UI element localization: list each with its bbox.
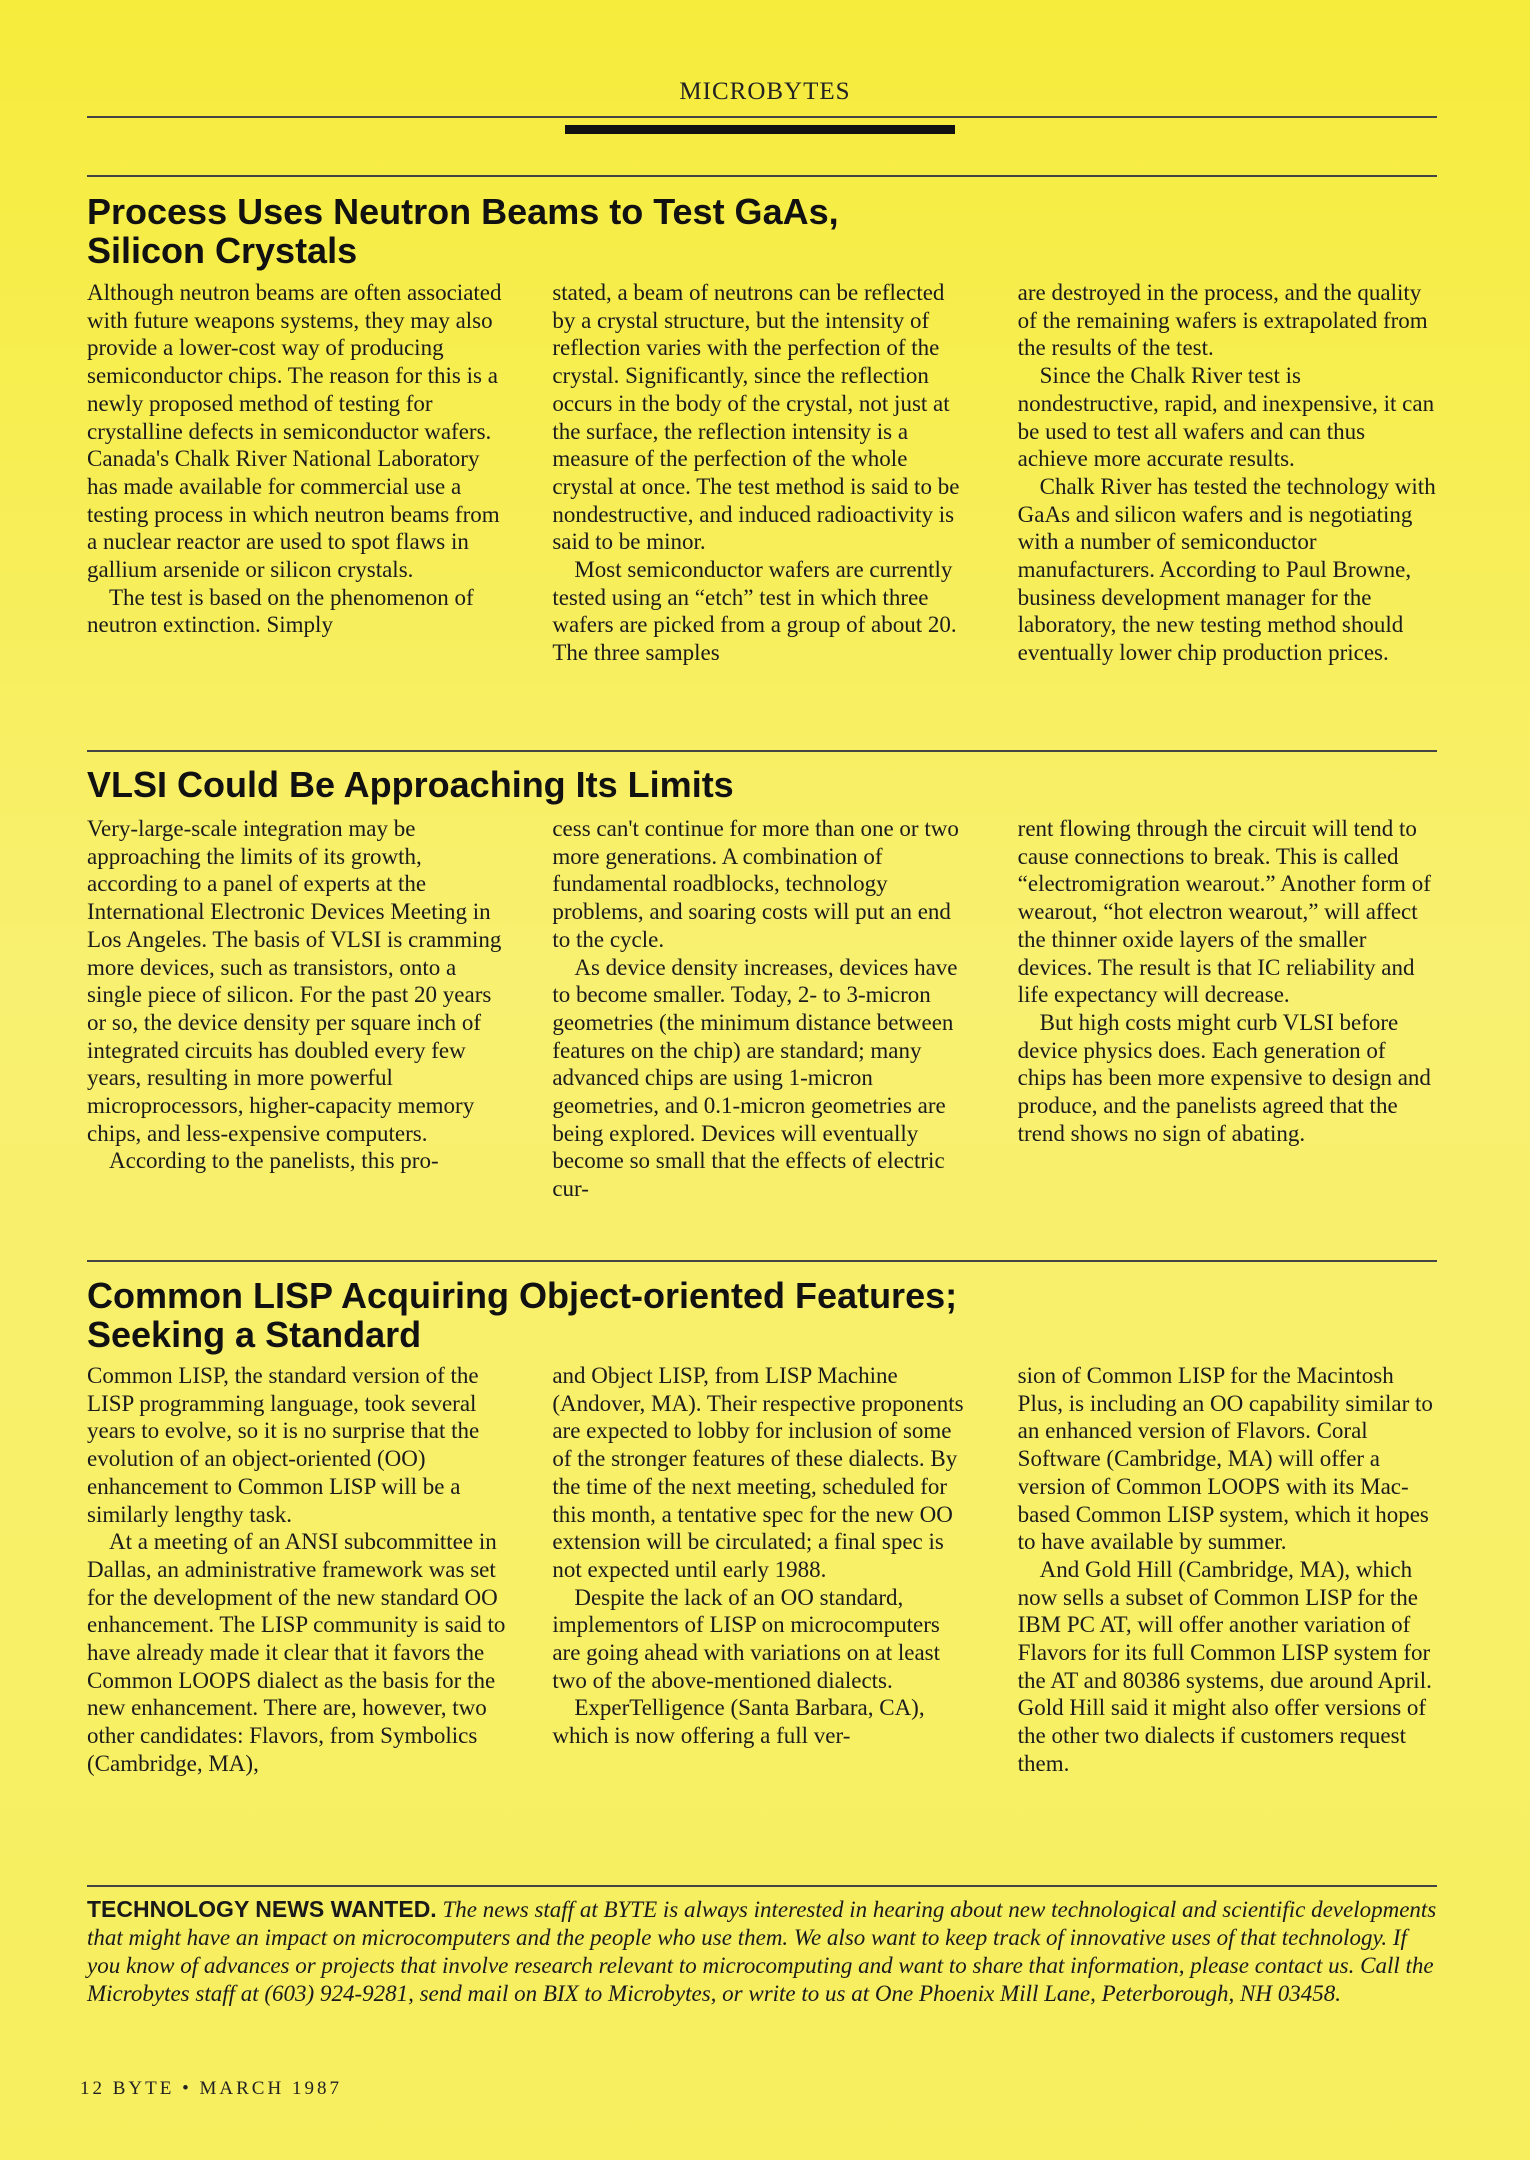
- article-1-column-2: [552, 279, 971, 667]
- paragraph: And Gold Hill (Cambridge, MA), which now sells a subset of Common LISP for the IBM PC AT, will offer another variation of Flavors for its full Common LISP system for the AT and 80386 systems, due around April. Gold Hill said it might also offer versions of the other two dialects if customers request them.: [1017, 1556, 1432, 1776]
- paragraph: cess can't continue for more than one or two more generations. A combination of fundamental roadblocks, technology problems, and soaring costs will put an end to the cycle.: [552, 816, 959, 952]
- page-footer: 12 BYTE • MARCH 1987: [80, 2078, 342, 2099]
- paragraph: But high costs might curb VLSI before device physics does. Each generation of chips has been more expensive to design and produce, and the panelists agreed that the trend shows no sign of abating.: [1017, 1009, 1431, 1146]
- article-2-body: [87, 815, 1437, 1203]
- paragraph: Chalk River has tested the technology with GaAs and silicon wafers and is negotiating with a number of semiconductor manufacturers. According to Paul Browne, business development manager for the laboratory, the new testing method should eventually lower chip production prices.: [1017, 473, 1436, 666]
- article-3-body: [87, 1362, 1437, 1778]
- article-3-column-2: [552, 1362, 971, 1778]
- paragraph: rent flowing through the circuit will tend to cause connections to break. This is called “electromigration wearout.” Another form of wearout, “hot electron wearout,” will affect the thinner oxide layers of the smaller devices. The result is that IC reliability and life expectancy will decrease.: [1017, 816, 1431, 1008]
- paragraph: Although neutron beams are often associated with future weapons systems, they may also provide a lower-cost way of producing semiconductor chips. The reason for this is a newly proposed method of testing for crystalline defects in semiconductor wafers. Canada's Chalk River National Laboratory has made available for commercial use a testing process in which neutron beams from a nuclear reactor are used to spot flaws in gallium arsenide or silicon crystals.: [87, 280, 502, 583]
- paragraph: According to the panelists, this pro-: [109, 1148, 439, 1174]
- article-2-column-2: [552, 815, 971, 1203]
- header-thick-bar: [565, 125, 955, 134]
- article-3-title-line1: Common LISP Acquiring Object-oriented Features;: [87, 1275, 958, 1316]
- article-3-title: [87, 1276, 957, 1354]
- paragraph: At a meeting of an ANSI subcommittee in Dallas, an administrative framework was set for the development of the new standard OO enhancement. The LISP community is said to have already made it clear that it favors the Common LOOPS dialect as the basis for the new enhancement. There are, however, two other candidates: Flavors, from Symbolics (Cambridge, MA),: [87, 1529, 506, 1776]
- article-2-column-1: [87, 815, 506, 1203]
- article-1-column-1: [87, 279, 506, 667]
- paragraph: As device density increases, devices have to become smaller. Today, 2- to 3-micron geometries (the minimum distance between features on the chip) are standard; many advanced chips are using 1-micron geometries, and 0.1-micron geometries are being explored. Devices will eventually become so small that the effects of electric cur-: [552, 954, 958, 1202]
- paragraph: and Object LISP, from LISP Machine (Andover, MA). Their respective proponents are expected to lobby for inclusion of some of the stronger features of these dialects. By the time of the next meeting, scheduled for this month, a tentative spec for the new OO extension will be circulated; a final spec is not expected until early 1988.: [552, 1363, 964, 1582]
- paragraph: Very-large-scale integration may be approaching the limits of its growth, according to a panel of experts at the International Electronic Devices Meeting in Los Angeles. The basis of VLSI is cramming more devices, such as transistors, onto a single piece of silicon. For the past 20 years or so, the device density per square inch of integrated circuits has doubled every few years, resulting in more powerful microprocessors, higher-capacity memory chips, and less-expensive computers.: [87, 816, 502, 1146]
- divider-rule: [87, 1885, 1437, 1887]
- article-3-column-3: [1018, 1362, 1437, 1778]
- divider-rule: [87, 750, 1437, 752]
- article-1-body: [87, 279, 1437, 667]
- paragraph: are destroyed in the process, and the quality of the remaining wafers is extrapolated from the results of the test.: [1017, 280, 1428, 361]
- technology-news-label: TECHNOLOGY NEWS WANTED.: [87, 1896, 437, 1922]
- article-1-title-line2: Silicon Crystals: [87, 230, 358, 271]
- header-rule: [87, 116, 1437, 118]
- divider-rule: [87, 1260, 1437, 1262]
- article-1-title-line1: Process Uses Neutron Beams to Test GaAs,: [87, 191, 839, 232]
- article-1-column-3: [1018, 279, 1437, 667]
- article-1-title: [87, 192, 839, 270]
- technology-news-box: [87, 1895, 1437, 2008]
- article-2-title-line1: VLSI Could Be Approaching Its Limits: [87, 764, 734, 805]
- article-2-column-3: [1018, 815, 1437, 1203]
- paragraph: The test is based on the phenomenon of neutron extinction. Simply: [87, 584, 474, 638]
- article-3-column-1: [87, 1362, 506, 1778]
- paragraph: sion of Common LISP for the Macintosh Plus, is including an OO capability similar to an enhanced version of Flavors. Coral Software (Cambridge, MA) will offer a version of Common LOOPS with its Mac-based Common LISP system, which it hopes to have available by summer.: [1017, 1363, 1433, 1555]
- paragraph: Common LISP, the standard version of the LISP programming language, took several years to evolve, so it is no surprise that the evolution of an object-oriented (OO) enhancement to Common LISP will be a similarly lengthy task.: [87, 1363, 480, 1527]
- technology-news-text: The news staff at BYTE is always interested in hearing about new technological and scientific developments that might have an impact on microcomputers and the people who use them. We also want to keep track of innovative uses of that technology. If you know of advances or projects that involve research relevant to microcomputing and want to share that information, please contact us. Call the Microbytes staff at (603) 924-9281, send mail on BIX to Microbytes, or write to us at One Phoenix Mill Lane, Peterborough, NH 03458.: [87, 1897, 1437, 2006]
- divider-rule: [87, 175, 1437, 177]
- paragraph: Most semiconductor wafers are currently tested using an “etch” test in which three wafers are picked from a group of about 20. The three samples: [552, 557, 957, 666]
- section-label: MICROBYTES: [679, 78, 851, 105]
- paragraph: Despite the lack of an OO standard, implementors of LISP on microcomputers are going ahead with variations on at least two of the above-mentioned dialects.: [552, 1584, 941, 1693]
- paragraph: ExperTelligence (Santa Barbara, CA), which is now offering a full ver-: [552, 1695, 925, 1749]
- article-2-title: [87, 765, 734, 804]
- paragraph: stated, a beam of neutrons can be reflected by a crystal structure, but the intensity of reflection varies with the perfection of the crystal. Significantly, since the reflection occurs in the body of the crystal, not just at the surface, the reflection intensity is a measure of the perfection of the whole crystal at once. The test method is said to be nondestructive, and induced radioactivity is said to be minor.: [552, 280, 960, 555]
- paragraph: Since the Chalk River test is nondestructive, rapid, and inexpensive, it can be used to test all wafers and can thus achieve more accurate results.: [1017, 363, 1435, 472]
- article-3-title-line2: Seeking a Standard: [87, 1314, 422, 1355]
